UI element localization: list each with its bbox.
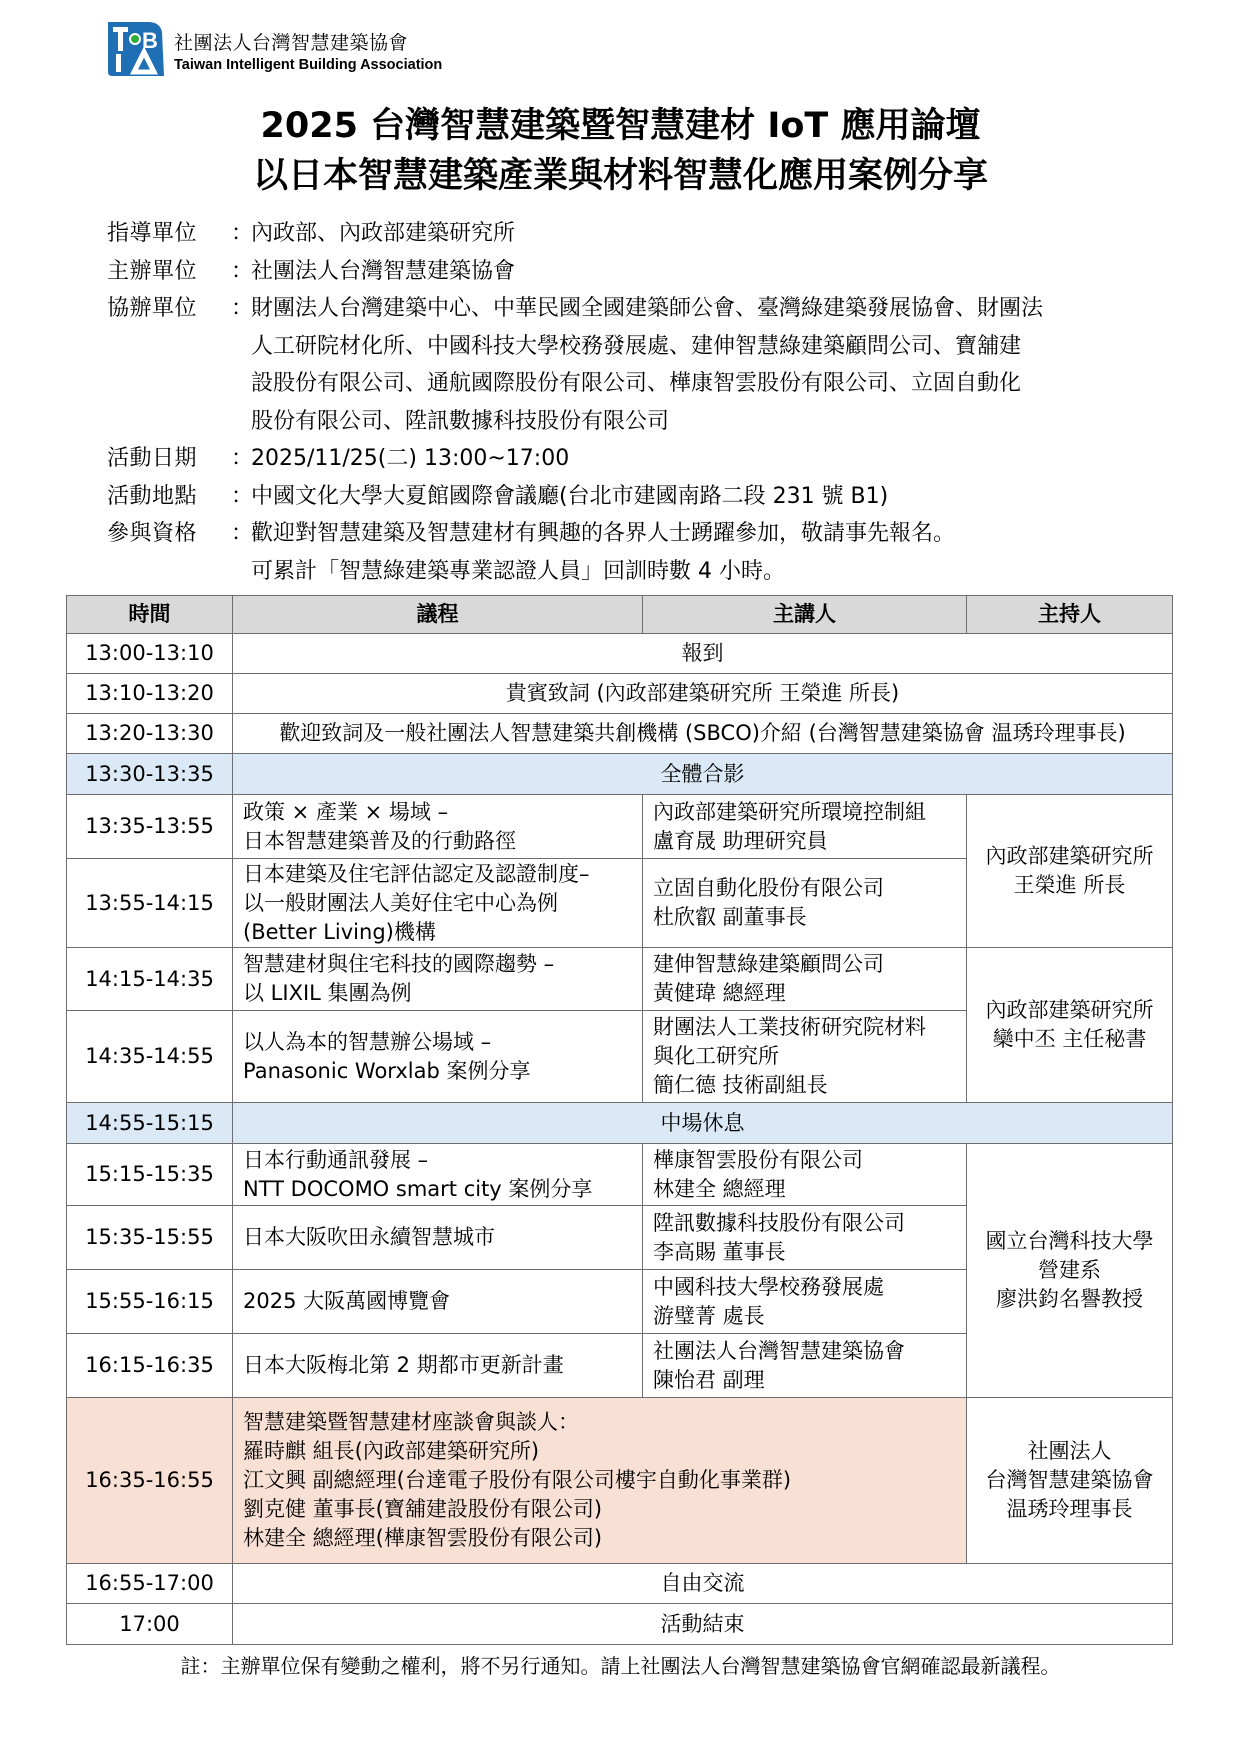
agenda-cell: 2025 大阪萬國博覽會 bbox=[233, 1270, 643, 1334]
span-cell: 中場休息 bbox=[233, 1103, 1173, 1144]
host-line: 國立台灣科技大學 bbox=[985, 1229, 1154, 1253]
table-row-panel bbox=[67, 1398, 1173, 1564]
host-cell bbox=[967, 948, 1173, 1103]
time-cell: 15:35-15:55 bbox=[67, 1206, 233, 1270]
eligibility-line: 可累計「智慧綠建築專業認證人員」回訓時數 4 小時。 bbox=[251, 558, 785, 584]
panel-cell bbox=[233, 1398, 967, 1564]
speaker-line: 陳怡君 副理 bbox=[653, 1367, 765, 1392]
info-colon: ： bbox=[231, 258, 254, 284]
host-line: 王榮進 所長 bbox=[1013, 873, 1126, 897]
host-line: 台灣智慧建築協會 bbox=[985, 1468, 1154, 1492]
panel-line: 江文興 副總經理(台達電子股份有限公司樓宇自動化事業群) bbox=[243, 1468, 792, 1492]
eligibility-line: 歡迎對智慧建築及智慧建材有興趣的各界人士踴躍參加，敬請事先報名。 bbox=[251, 521, 956, 546]
host-line: 社團法人 bbox=[1027, 1439, 1112, 1463]
table-row-break bbox=[67, 754, 1173, 795]
panel-line: 林建全 總經理(樺康智雲股份有限公司) bbox=[243, 1526, 603, 1550]
info-value: 內政部、內政部建築研究所 bbox=[251, 221, 516, 246]
time-cell: 14:55-15:15 bbox=[67, 1103, 233, 1144]
speaker-line: 財團法人工業技術研究院材料 bbox=[653, 1015, 926, 1039]
info-date bbox=[107, 440, 1167, 478]
time-cell: 13:55-14:15 bbox=[67, 859, 233, 948]
host-cell bbox=[967, 1398, 1173, 1564]
co-organizer-line: 人工研院材化所、中國科技大學校務發展處、建伸智慧綠建築顧問公司、寶舖建 bbox=[251, 333, 1022, 359]
info-colon: ： bbox=[231, 483, 254, 509]
span-cell: 貴賓致詞 (內政部建築研究所 王榮進 所長) bbox=[233, 674, 1173, 714]
col-header-time: 時間 bbox=[67, 596, 233, 634]
info-colon: ： bbox=[231, 446, 254, 471]
time-cell: 15:55-16:15 bbox=[67, 1270, 233, 1334]
time-cell: 13:10-13:20 bbox=[67, 674, 233, 714]
speaker-cell bbox=[643, 1270, 967, 1334]
host-line: 温琇玲理事長 bbox=[1006, 1497, 1133, 1521]
span-cell: 自由交流 bbox=[233, 1564, 1173, 1604]
info-label: 活動日期 bbox=[107, 446, 198, 471]
info-co-organizers bbox=[107, 290, 1167, 440]
info-label: 協辦單位 bbox=[107, 296, 198, 321]
agenda-line: 日本智慧建築普及的行動路徑 bbox=[243, 828, 516, 853]
agenda-line: NTT DOCOMO smart city 案例分享 bbox=[243, 1176, 593, 1201]
speaker-cell bbox=[643, 1144, 967, 1206]
time-cell: 16:35-16:55 bbox=[67, 1398, 233, 1564]
speaker-line: 立固自動化股份有限公司 bbox=[653, 876, 884, 900]
speaker-line: 內政部建築研究所環境控制組 bbox=[653, 799, 926, 824]
time-cell: 13:00-13:10 bbox=[67, 634, 233, 674]
table-row-break bbox=[67, 1103, 1173, 1144]
tiba-logo-icon bbox=[104, 18, 168, 80]
speaker-line: 陞訊數據科技股份有限公司 bbox=[653, 1210, 905, 1235]
table-row bbox=[67, 1604, 1173, 1645]
time-cell: 16:55-17:00 bbox=[67, 1564, 233, 1604]
info-venue bbox=[107, 478, 1167, 516]
agenda-cell bbox=[233, 795, 643, 859]
info-value bbox=[251, 290, 1167, 440]
speaker-line: 盧育晟 助理研究員 bbox=[653, 828, 828, 853]
speaker-line: 李高賜 董事長 bbox=[653, 1239, 786, 1264]
agenda-line: 政策 × 產業 × 場域 – bbox=[243, 799, 449, 824]
host-line: 營建系 bbox=[1038, 1258, 1101, 1282]
agenda-line: 智慧建材與住宅科技的國際趨勢 – bbox=[243, 952, 555, 976]
col-header-host: 主持人 bbox=[967, 596, 1173, 634]
info-colon: ： bbox=[231, 221, 254, 246]
info-guidance bbox=[107, 215, 1167, 253]
speaker-line: 樺康智雲股份有限公司 bbox=[653, 1147, 863, 1172]
time-cell: 17:00 bbox=[67, 1604, 233, 1645]
agenda-cell: 日本大阪梅北第 2 期都市更新計畫 bbox=[233, 1334, 643, 1398]
agenda-cell bbox=[233, 948, 643, 1011]
agenda-cell: 日本大阪吹田永續智慧城市 bbox=[233, 1206, 643, 1270]
tiba-logo bbox=[104, 18, 168, 80]
table-row bbox=[67, 714, 1173, 754]
info-colon: ： bbox=[231, 296, 254, 321]
agenda-line: (Better Living)機構 bbox=[243, 919, 436, 944]
table-row bbox=[67, 634, 1173, 674]
host-line: 廖洪鈞名譽教授 bbox=[996, 1287, 1143, 1311]
span-cell: 報到 bbox=[233, 634, 1173, 674]
agenda-cell bbox=[233, 859, 643, 948]
info-value: 2025/11/25(二) 13:00~17:00 bbox=[251, 446, 570, 471]
agenda-line: 以 LIXIL 集團為例 bbox=[243, 981, 412, 1005]
co-organizer-line: 財團法人台灣建築中心、中華民國全國建築師公會、臺灣綠建築發展協會、財團法 bbox=[251, 296, 1044, 321]
speaker-line: 中國科技大學校務發展處 bbox=[653, 1274, 884, 1299]
span-cell: 歡迎致詞及一般社團法人智慧建築共創機構 (SBCO)介紹 (台灣智慧建築協會 温琇玲理事長) bbox=[233, 714, 1173, 754]
table-header-row bbox=[67, 596, 1173, 634]
speaker-cell bbox=[643, 1334, 967, 1398]
table-row bbox=[67, 948, 1173, 1011]
host-cell bbox=[967, 1144, 1173, 1398]
info-colon: ： bbox=[231, 521, 254, 546]
agenda-line: 以人為本的智慧辦公場域 – bbox=[243, 1029, 492, 1054]
col-header-speaker: 主講人 bbox=[643, 596, 967, 634]
org-name-en: Taiwan Intelligent Building Association bbox=[174, 57, 443, 73]
span-cell: 全體合影 bbox=[233, 754, 1173, 795]
time-cell: 15:15-15:35 bbox=[67, 1144, 233, 1206]
table-row bbox=[67, 1144, 1173, 1206]
col-header-agenda: 議程 bbox=[233, 596, 643, 634]
agenda-line: 日本行動通訊發展 – bbox=[243, 1147, 429, 1172]
table-row bbox=[67, 674, 1173, 714]
speaker-line: 建伸智慧綠建築顧問公司 bbox=[653, 952, 884, 976]
co-organizer-line: 股份有限公司、陞訊數據科技股份有限公司 bbox=[251, 408, 670, 434]
agenda-line: 以一般財團法人美好住宅中心為例 bbox=[243, 890, 558, 915]
host-cell bbox=[967, 795, 1173, 948]
event-info bbox=[107, 215, 1167, 590]
time-cell: 14:15-14:35 bbox=[67, 948, 233, 1011]
page-title: 2025 台灣智慧建築暨智慧建材 IoT 應用論壇 bbox=[260, 106, 981, 146]
time-cell: 13:30-13:35 bbox=[67, 754, 233, 795]
page-subtitle: 以日本智慧建築產業與材料智慧化應用案例分享 bbox=[252, 156, 988, 196]
panel-line: 劉克健 董事長(寶舖建設股份有限公司) bbox=[243, 1497, 603, 1521]
time-cell: 16:15-16:35 bbox=[67, 1334, 233, 1398]
info-label: 指導單位 bbox=[107, 221, 198, 246]
speaker-cell bbox=[643, 795, 967, 859]
info-value: 社團法人台灣智慧建築協會 bbox=[251, 258, 516, 284]
table-row bbox=[67, 795, 1173, 859]
speaker-line: 游璧菁 處長 bbox=[653, 1303, 765, 1328]
host-line: 內政部建築研究所 bbox=[985, 844, 1154, 868]
speaker-line: 簡仁德 技術副組長 bbox=[653, 1073, 828, 1097]
info-eligibility bbox=[107, 515, 1167, 590]
panel-line: 羅時麒 組長(內政部建築研究所) bbox=[243, 1439, 540, 1463]
info-organizer bbox=[107, 253, 1167, 291]
info-label: 參與資格 bbox=[107, 521, 198, 546]
host-line: 欒中丕 主任秘書 bbox=[992, 1027, 1147, 1051]
info-value: 中國文化大學大夏館國際會議廳(台北市建國南路二段 231 號 B1) bbox=[251, 483, 889, 509]
speaker-cell bbox=[643, 1206, 967, 1270]
speaker-cell bbox=[643, 948, 967, 1011]
time-cell: 13:35-13:55 bbox=[67, 795, 233, 859]
agenda-cell bbox=[233, 1144, 643, 1206]
agenda-table bbox=[66, 595, 1173, 1645]
org-name-cn: 社團法人台灣智慧建築協會 bbox=[174, 32, 409, 54]
agenda-line: Panasonic Worxlab 案例分享 bbox=[243, 1058, 531, 1083]
speaker-line: 黃健瑋 總經理 bbox=[653, 981, 786, 1005]
co-organizer-line: 設股份有限公司、通航國際股份有限公司、樺康智雲股份有限公司、立固自動化 bbox=[251, 371, 1022, 396]
time-cell: 14:35-14:55 bbox=[67, 1011, 233, 1103]
speaker-line: 杜欣叡 副董事長 bbox=[653, 905, 807, 929]
table-row bbox=[67, 1564, 1173, 1604]
footer-note: 註：主辦單位保有變動之權利，將不另行通知。請上社團法人台灣智慧建築協會官網確認最新議程。 bbox=[180, 1654, 1061, 1678]
svg-text:B: B bbox=[142, 28, 158, 53]
speaker-line: 林建全 總經理 bbox=[653, 1176, 786, 1201]
info-label: 主辦單位 bbox=[107, 258, 198, 284]
speaker-line: 社團法人台灣智慧建築協會 bbox=[653, 1338, 905, 1363]
speaker-cell bbox=[643, 1011, 967, 1103]
agenda-cell bbox=[233, 1011, 643, 1103]
info-label: 活動地點 bbox=[107, 483, 198, 509]
speaker-line: 與化工研究所 bbox=[653, 1044, 779, 1068]
speaker-cell bbox=[643, 859, 967, 948]
span-cell: 活動結束 bbox=[233, 1604, 1173, 1645]
panel-line: 智慧建築暨智慧建材座談會與談人： bbox=[243, 1410, 579, 1434]
info-value bbox=[251, 515, 1167, 590]
agenda-line: 日本建築及住宅評估認定及認證制度– bbox=[243, 861, 590, 886]
time-cell: 13:20-13:30 bbox=[67, 714, 233, 754]
host-line: 內政部建築研究所 bbox=[985, 998, 1154, 1022]
